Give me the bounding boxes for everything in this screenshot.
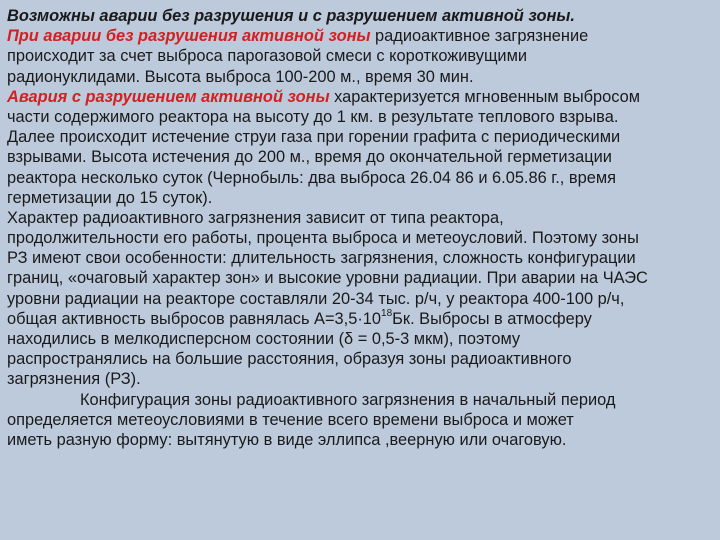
p3-line-2: продолжительности его работы, процента выброса и метеоусловий. Поэтому зоны [7,229,639,248]
p3-line-6-pre: общая активность выбросов равнялась А=3,5·10 [7,309,382,328]
p1-lead: При аварии без разрушения активной зоны [7,27,371,46]
p4-line-3: иметь разную форму: вытянутую в виде эллипса ,веерную или очаговую. [7,430,567,449]
p2-line-4: взрывами. Высота истечения до 200 м., время до окончательной герметизации [7,148,612,167]
p3-line-5: уровни радиации на реакторе составляли 20-34 тыс. р/ч, у реактора 400-100 р/ч, [7,289,625,308]
p2-line-1 [7,87,715,107]
exponent: 18 [381,308,393,320]
p1-line-1 [7,26,715,46]
p2-line-5: реактора несколько суток (Чернобыль: два выброса 26.04 86 и 6.05.86 г., время [7,168,616,187]
p4-line-1: Конфигурация зоны радиоактивного загрязнения в начальный период [80,390,616,409]
p3-line-6-post: Бк. Выбросы в атмосферу [392,309,592,328]
p2-line-2: части содержимого реактора на высоту до 1 км. в результате теплового взрыва. [7,107,619,126]
p1-line-1-rest: радиоактивное загрязнение [370,27,589,46]
p3-line-8: распространялись на большие расстояния, образуя зоны радиоактивного [7,350,572,369]
p3-line-3: РЗ имеют свои особенности: длительность загрязнения, сложность конфигурации [7,249,636,268]
p2-line-3: Далее происходит истечение струи газа при горении графита с периодическими [7,128,621,147]
p2-line-1-rest: характеризуется мгновенным выбросом [329,87,641,106]
p2-lead: Авария с разрушением активной зоны [7,87,330,106]
heading: Возможны аварии без разрушения и с разрушением активной зоны. [7,7,575,25]
p3-line-4: границ, «очаговый характер зон» и высокие уровни радиации. При аварии на ЧАЭС [7,269,648,288]
p3-line-6 [7,309,715,329]
slide-text [7,6,715,450]
p4-line-2: определяется метеоусловиями в течение всего времени выброса и может [7,410,574,429]
p1-line-2: происходит за счет выброса парогазовой смеси с короткоживущими [7,47,528,66]
p3-line-9: загрязнения (РЗ). [7,370,141,389]
p3-line-1: Характер радиоактивного загрязнения зависит от типа реактора, [7,208,504,227]
p1-line-3: радионуклидами. Высота выброса 100-200 м., время 30 мин. [7,67,474,86]
p3-line-7: находились в мелкодисперсном состоянии (δ = 0,5-3 мкм), поэтому [7,330,521,348]
p2-line-6: герметизации до 15 суток). [7,188,213,207]
